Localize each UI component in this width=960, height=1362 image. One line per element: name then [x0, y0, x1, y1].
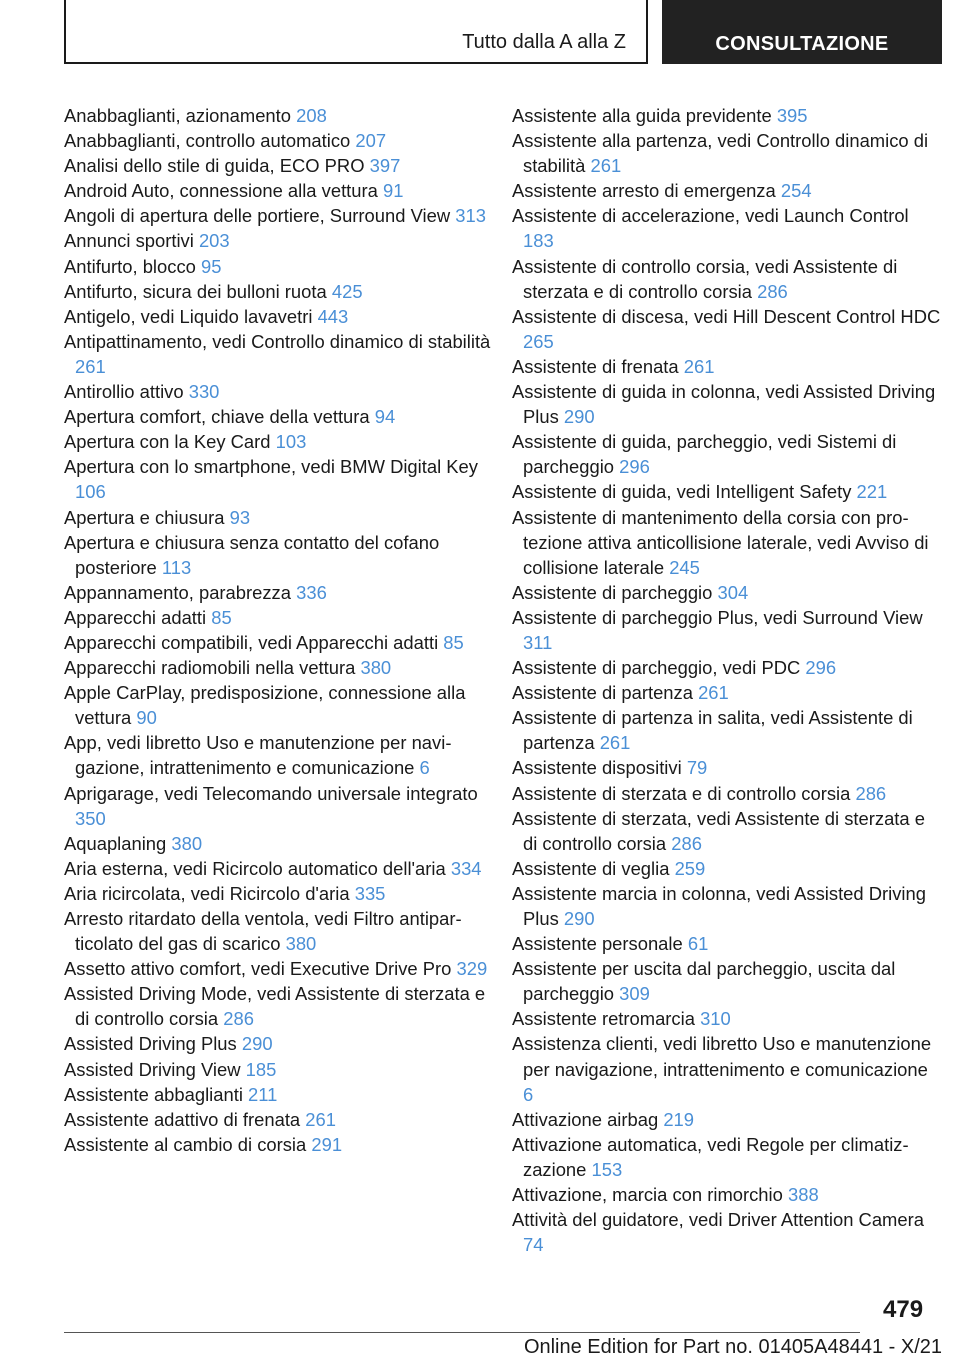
index-entry: [64, 630, 494, 655]
index-page-link[interactable]: 388: [787, 1184, 819, 1206]
index-page-link[interactable]: 261: [590, 155, 622, 177]
index-entry-text: Assistente di frenata: [512, 355, 679, 377]
index-page-link[interactable]: 290: [563, 908, 595, 929]
index-page-link[interactable]: 265: [523, 330, 554, 352]
index-page-link[interactable]: 185: [245, 1058, 277, 1080]
index-entry: [512, 254, 942, 304]
index-page-link[interactable]: 85: [211, 606, 232, 628]
index-entry-text: Assistente al cambio di corsia: [64, 1133, 307, 1155]
index-entry-text: Apertura comfort, chiave della vettura: [64, 406, 370, 428]
index-entry-text: Annunci sportivi: [64, 230, 194, 252]
index-page-link[interactable]: 397: [369, 155, 401, 177]
index-entry: [64, 605, 494, 630]
index-page-link[interactable]: 254: [780, 180, 812, 202]
index-entry: [512, 379, 942, 429]
index-page-link[interactable]: 310: [700, 1008, 731, 1030]
index-page-link[interactable]: 296: [619, 456, 650, 478]
index-entry-text: Assistente alla guida previdente: [512, 105, 772, 126]
index-entry: [64, 505, 494, 530]
index-entry-text: Assistente di guida, vedi Intelligent Safety: [512, 481, 852, 503]
index-page-link[interactable]: 395: [776, 105, 808, 126]
index-entry: [64, 881, 494, 906]
index-entry-text: Assistente retromarcia: [512, 1008, 695, 1030]
index-entry-text: Assistente dispositivi: [512, 757, 682, 779]
index-entry: [512, 304, 942, 354]
index-column-left: [64, 103, 494, 1157]
index-page-link[interactable]: 74: [523, 1234, 544, 1256]
index-entry: [512, 881, 942, 931]
index-page-link[interactable]: 296: [805, 657, 837, 679]
index-page-link[interactable]: 334: [450, 857, 482, 879]
index-page-link[interactable]: 91: [383, 180, 404, 202]
index-entry: [64, 128, 494, 153]
index-entry-text: Assistente personale: [512, 933, 683, 955]
index-entry-text: Attivazione airbag: [512, 1108, 659, 1130]
index-entry: [64, 856, 494, 881]
index-page-link[interactable]: 93: [229, 506, 251, 528]
index-entry-text: Analisi dello stile di guida, ECO PRO: [64, 155, 365, 177]
index-entry: [512, 203, 942, 253]
index-page-link[interactable]: 103: [275, 431, 307, 453]
index-entry: [64, 404, 494, 429]
index-entry: [512, 655, 942, 680]
index-entry-text: Assistente di parcheggio Plus, vedi Surround View: [512, 606, 923, 628]
index-page-link[interactable]: 286: [671, 832, 702, 854]
index-entry-text: Assistente alla partenza, vedi Controllo dinamico di stabilità: [512, 130, 929, 177]
index-page-link[interactable]: 291: [311, 1133, 343, 1155]
index-entry: [64, 530, 494, 580]
index-page-link[interactable]: 207: [355, 130, 387, 152]
index-page-link[interactable]: 380: [171, 832, 203, 854]
index-page-link[interactable]: 79: [686, 757, 708, 779]
index-page-link[interactable]: 290: [241, 1033, 273, 1055]
index-entry: [512, 755, 942, 780]
index-entry-text: Antifurto, blocco: [64, 255, 196, 277]
index-entry-text: Apparecchi radiomobili nella vettura: [64, 657, 356, 679]
index-entry: [512, 178, 942, 203]
index-entry-text: Assistente di parcheggio, vedi PDC: [512, 657, 801, 679]
index-entry-text: Antigelo, vedi Liquido lavavetri: [64, 305, 313, 327]
index-page-link[interactable]: 61: [687, 933, 709, 955]
header-tab: [662, 0, 942, 64]
index-page-link[interactable]: 90: [136, 707, 157, 729]
index-entry: [512, 1031, 942, 1106]
index-entry-text: Attivazione, marcia con rimorchio: [512, 1184, 783, 1206]
index-page-link[interactable]: 261: [698, 682, 729, 704]
index-entry: [512, 1006, 942, 1031]
index-entry: [512, 505, 942, 580]
index-page-link[interactable]: 443: [317, 305, 349, 327]
index-page-link[interactable]: 261: [599, 732, 631, 754]
index-entry: [512, 856, 942, 881]
index-entry-text: Assistente di discesa, vedi Hill Descent Control HDC: [512, 305, 941, 327]
index-entry: [512, 956, 942, 1006]
index-page-link[interactable]: 183: [523, 230, 554, 252]
index-entry: [64, 254, 494, 279]
index-entry: [64, 1031, 494, 1056]
index-entry-text: Angoli di apertura delle portiere, Surround View: [64, 205, 451, 227]
index-entry-text: Assistente di sterzata, vedi Assistente di sterzata e di controllo corsia: [512, 807, 925, 854]
index-page-link[interactable]: 313: [455, 205, 486, 227]
index-entry: [64, 153, 494, 178]
index-entry: [64, 228, 494, 253]
index-entry: [64, 329, 494, 379]
index-page-link[interactable]: 336: [296, 581, 327, 603]
index-entry-text: Apertura con la Key Card: [64, 431, 271, 453]
index-entry-text: Assistente arresto di emergenza: [512, 180, 776, 202]
index-page-link[interactable]: 304: [717, 581, 749, 603]
index-entry-text: Assistente di guida in colonna, vedi Assisted Driving Plus: [512, 381, 936, 428]
header-section-box: [64, 0, 648, 64]
index-entry-text: Apertura e chiusura: [64, 506, 225, 528]
index-entry-text: Assistente di parcheggio: [512, 581, 713, 603]
index-entry: [64, 580, 494, 605]
index-entry-text: Assistente di mantenimento della corsia con protezione attiva anticollisione laterale, vedi Avviso di collisione laterale: [512, 506, 929, 578]
header-section-title: Tutto dalla A alla Z: [462, 31, 626, 53]
index-entry: [64, 103, 494, 128]
index-entry: [64, 1057, 494, 1082]
footer-edition: Online Edition for Part no. 01405A48441 - X/21: [523, 1336, 942, 1358]
index-entry: [64, 956, 494, 981]
index-page-link[interactable]: 290: [563, 406, 595, 428]
index-page-link[interactable]: 261: [75, 355, 106, 377]
index-entry-text: Apertura e chiusura senza contatto del cofano posteriore: [64, 531, 440, 578]
index-page-link[interactable]: 153: [591, 1158, 623, 1180]
index-entry: [64, 203, 494, 228]
index-page-link[interactable]: 221: [856, 481, 888, 503]
index-entry-text: Aquaplaning: [64, 832, 167, 854]
index-entry: [512, 605, 942, 655]
index-entry-text: Attivazione automatica, vedi Regole per climatizzazione: [512, 1133, 909, 1180]
index-entry: [64, 655, 494, 680]
index-page-link[interactable]: 113: [161, 556, 192, 578]
index-page-link[interactable]: 106: [75, 481, 106, 503]
index-entry: [512, 806, 942, 856]
index-entry: [64, 730, 494, 780]
index-entry-text: Anabbaglianti, azionamento: [64, 105, 291, 126]
index-entry-text: Assistente di controllo corsia, vedi Assistente di sterzata e di controllo corsia: [512, 255, 898, 302]
index-page-link[interactable]: 380: [360, 657, 392, 679]
index-entry-text: Assisted Driving Plus: [64, 1033, 237, 1055]
index-page-link[interactable]: 259: [674, 857, 706, 879]
index-page-link[interactable]: 309: [619, 983, 650, 1005]
index-page-link[interactable]: 330: [188, 381, 220, 403]
index-entry: [64, 429, 494, 454]
index-entry-text: Assistente di sterzata e di controllo corsia: [512, 782, 851, 804]
index-entry: [64, 1132, 494, 1157]
index-entry-text: Arresto ritardato della ventola, vedi Filtro antiparticolato del gas di scarico: [64, 908, 462, 955]
index-page-link[interactable]: 335: [354, 882, 386, 904]
index-entry: [512, 128, 942, 178]
index-entry: [64, 831, 494, 856]
index-entry-text: Assistente di accelerazione, vedi Launch Control: [512, 205, 909, 227]
index-entry-text: Assistente abbaglianti: [64, 1083, 243, 1105]
index-entry-text: Assistente di guida, parcheggio, vedi Sistemi di parcheggio: [512, 431, 897, 478]
index-entry-text: Assistente di partenza in salita, vedi Assistente di partenza: [512, 707, 913, 754]
index-entry: [512, 1182, 942, 1207]
header-tab-label: CONSULTAZIONE: [715, 33, 889, 55]
index-entry: [64, 304, 494, 329]
index-entry-text: Assistente marcia in colonna, vedi Assisted Driving Plus: [512, 882, 926, 929]
index-column-right: [512, 103, 942, 1257]
index-entry: [512, 705, 942, 755]
index-entry: [512, 354, 942, 379]
index-entry: [512, 781, 942, 806]
index-entry: [512, 931, 942, 956]
index-entry-text: Aprigarage, vedi Telecomando universale integrato: [64, 782, 478, 804]
index-entry-text: Apple CarPlay, predisposizione, connessione alla vettura: [64, 682, 466, 729]
index-page-link[interactable]: 203: [198, 230, 230, 252]
index-entry-text: Assistente di veglia: [512, 857, 670, 879]
index-page-link[interactable]: 286: [757, 280, 788, 302]
index-page-link[interactable]: 6: [419, 757, 430, 779]
index-entry-text: Assistente per uscita dal parcheggio, uscita dal parcheggio: [512, 958, 896, 1005]
index-page-link[interactable]: 311: [523, 631, 553, 653]
index-page-link[interactable]: 95: [201, 255, 222, 277]
index-entry-text: Android Auto, connessione alla vettura: [64, 180, 378, 202]
index-entry: [512, 680, 942, 705]
index-page-link[interactable]: 211: [248, 1083, 278, 1105]
index-entry-text: Antipattinamento, vedi Controllo dinamico di stabilità: [64, 330, 491, 352]
index-entry-text: Appannamento, parabrezza: [64, 581, 291, 603]
index-entry-text: Assistente adattivo di frenata: [64, 1108, 301, 1130]
page-number: 479: [883, 1296, 924, 1323]
index-entry: [512, 429, 942, 479]
index-entry: [64, 279, 494, 304]
index-page-link[interactable]: 261: [305, 1108, 336, 1130]
footer-rule: [64, 1332, 860, 1333]
index-entry: [512, 479, 942, 504]
index-page-link[interactable]: 94: [374, 406, 396, 428]
index-entry: [64, 1082, 494, 1107]
index-entry-text: Anabbaglianti, controllo automatico: [64, 130, 351, 152]
index-entry-text: Antifurto, sicura dei bulloni ruota: [64, 280, 327, 302]
index-entry: [64, 680, 494, 730]
index-entry: [64, 906, 494, 956]
index-entry: [64, 981, 494, 1031]
index-page-link[interactable]: 219: [663, 1108, 695, 1130]
index-page-link[interactable]: 208: [296, 105, 327, 126]
index-page-link[interactable]: 425: [331, 280, 363, 302]
index-page-link[interactable]: 245: [669, 556, 700, 578]
index-entry: [64, 781, 494, 831]
index-entry-text: Apparecchi adatti: [64, 606, 207, 628]
index-entry: [64, 379, 494, 404]
index-entry-text: Apertura con lo smartphone, vedi BMW Digital Key: [64, 456, 478, 478]
index-entry-text: App, vedi libretto Uso e manutenzione per navigazione, intrattenimento e comunicazione: [64, 732, 452, 779]
index-page-link[interactable]: 85: [443, 631, 464, 653]
index-entry: [512, 580, 942, 605]
index-entry-text: Assetto attivo comfort, vedi Executive Drive Pro: [64, 958, 452, 980]
index-page-link[interactable]: 286: [855, 782, 887, 804]
index-entry: [64, 454, 494, 504]
index-entry-text: Apparecchi compatibili, vedi Apparecchi adatti: [64, 631, 439, 653]
index-entry-text: Assisted Driving Mode, vedi Assistente di sterzata e di controllo corsia: [64, 983, 486, 1030]
index-entry: [64, 178, 494, 203]
index-page-link[interactable]: 329: [456, 958, 488, 980]
index-page-link[interactable]: 350: [75, 807, 106, 829]
index-entry-text: Assistente di partenza: [512, 682, 693, 704]
index-entry: [512, 1132, 942, 1182]
index-entry-text: Attività del guidatore, vedi Driver Attention Camera: [512, 1209, 924, 1231]
index-entry: [512, 1107, 942, 1132]
index-entry: [512, 103, 942, 128]
index-page-link[interactable]: 286: [223, 1008, 254, 1030]
index-page-link[interactable]: 380: [285, 933, 317, 955]
index-entry-text: Assistenza clienti, vedi libretto Uso e manutenzione per navigazione, intrattenimento e comunicazione: [512, 1033, 932, 1080]
index-entry-text: Antirollio attivo: [64, 381, 184, 403]
index-entry: [64, 1107, 494, 1132]
index-entry-text: Assisted Driving View: [64, 1058, 241, 1080]
index-entry: [512, 1207, 942, 1257]
index-page-link[interactable]: 261: [683, 355, 715, 377]
index-entry-text: Aria ricircolata, vedi Ricircolo d'aria: [64, 882, 350, 904]
index-page-link[interactable]: 6: [523, 1083, 534, 1105]
index-entry-text: Aria esterna, vedi Ricircolo automatico dell'aria: [64, 857, 446, 879]
